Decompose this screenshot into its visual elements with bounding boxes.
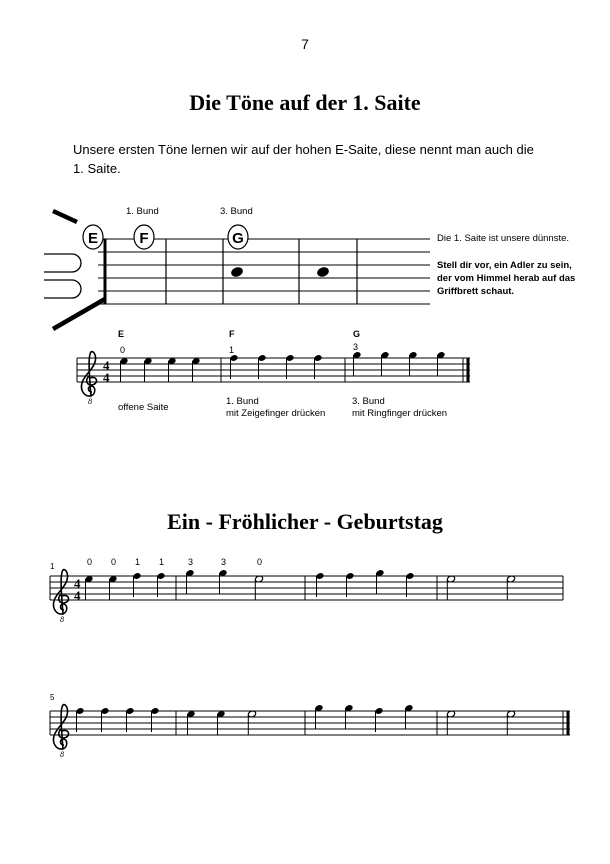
note [216,710,225,735]
measure-7 [314,704,413,732]
fingering: 1 [135,557,141,567]
intro-text: Unsere ersten Töne lernen wir auf der hohen E-Saite, diese nennt man auch die 1. Saite. [73,142,534,176]
page-number: 7 [301,36,309,52]
note [150,707,159,732]
measure-number-1: 1 [50,562,55,571]
note [125,707,134,732]
note-name-e: E [118,329,125,339]
half-note [506,710,515,735]
note-name-g: G [353,329,361,339]
note [374,707,383,732]
note [100,707,109,732]
fingering: 0 [111,557,117,567]
measure-6 [186,710,256,735]
note [404,704,413,729]
clef-octave-8: 8 [60,615,64,624]
fingering: 3 [188,557,194,567]
note [186,710,195,735]
note-name-f: F [229,329,235,339]
half-note [446,710,455,735]
staff-lines [50,711,570,735]
caption-fret-3: 3. Bund [352,396,385,407]
fingering: 1 [159,557,165,567]
fret-label-3: 3. Bund [220,206,253,217]
time-signature-bottom: 4 [103,370,110,385]
measure-number-5: 5 [50,693,55,702]
fingering: 3 [221,557,227,567]
section-title-song: Ein - Fröhlicher - Geburtstag [167,509,443,534]
note-circle-g-label: G [232,230,244,247]
clef-octave-8: 8 [60,750,64,759]
section-title-strings: Die Töne auf der 1. Saite [189,90,421,115]
note-circle-f-label: F [139,230,149,247]
note-circle-e-label: E [87,230,99,247]
finger-number-f: 1 [229,345,235,355]
time-signature-bottom: 4 [74,588,81,603]
measure-8 [446,710,515,735]
note [344,704,353,729]
caption-fret-3-finger: mit Ringfinger drücken [352,408,448,419]
note [314,704,323,729]
caption-fret-1-finger: mit Zeigefinger drücken [226,408,326,419]
half-note [247,710,256,735]
time-signature-top: 4 [74,576,81,591]
string-info-text: Die 1. Saite ist unsere dünnste. [437,233,570,244]
time-signature-top: 4 [103,358,110,373]
fingering: 0 [87,557,93,567]
finger-number-g: 3 [353,342,359,352]
eagle-tip-text: Stell dir vor, ein Adler zu sein, der vom Himmel herab auf das Griffbrett schaut. [437,260,576,297]
finger-number-e: 0 [120,345,126,355]
fingering: 0 [257,557,263,567]
caption-open-string: offene Saite [118,402,169,413]
caption-fret-1: 1. Bund [226,396,259,407]
note [75,707,84,732]
clef-octave-8: 8 [88,397,92,406]
fret-label-1: 1. Bund [126,206,159,217]
